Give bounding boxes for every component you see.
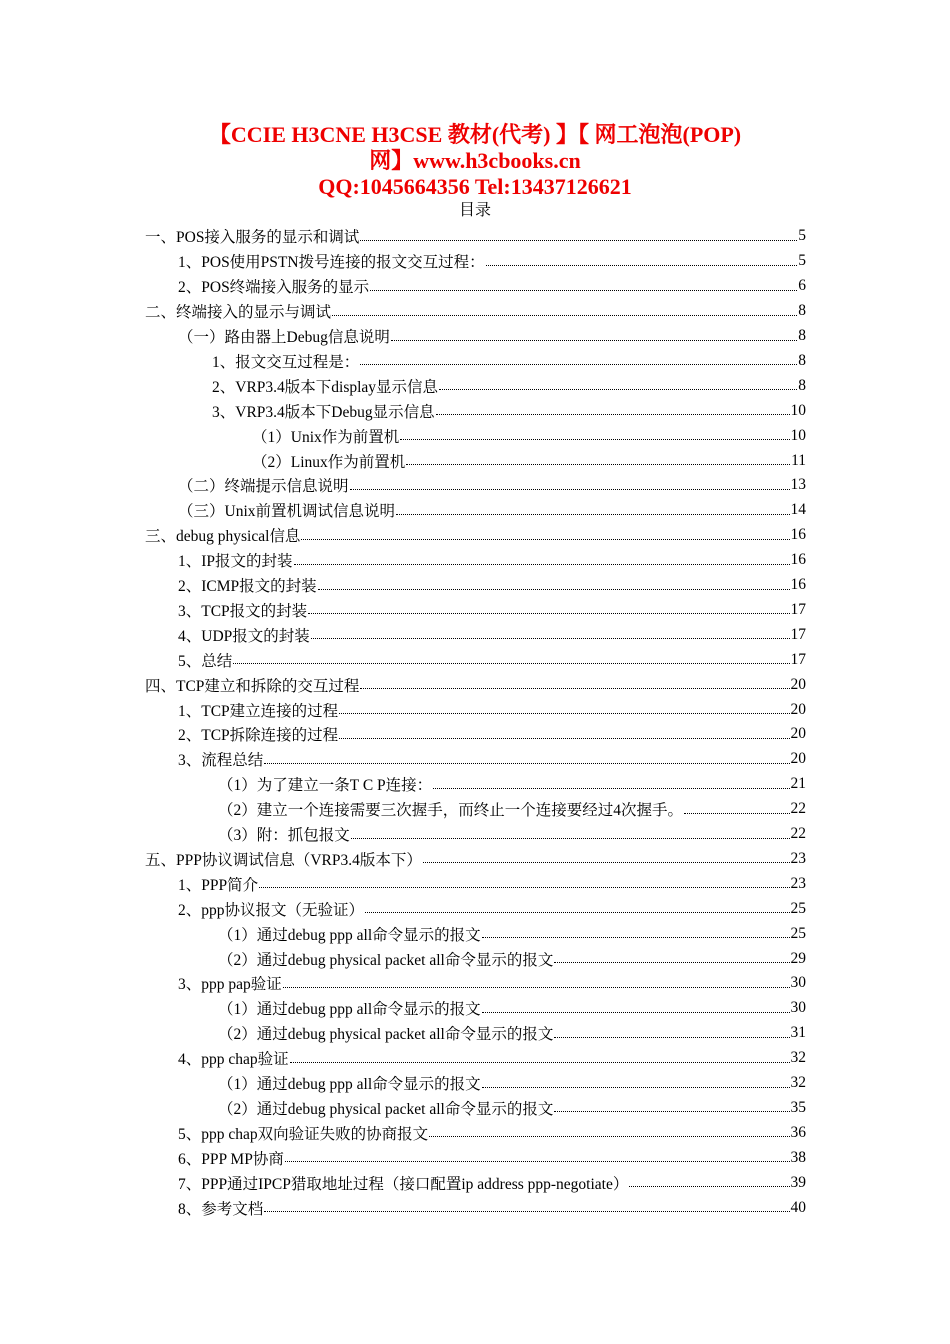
toc-entry-title: 7、PPP通过IPCP猎取地址过程（接口配置ip address ppp-negotiate） bbox=[178, 1175, 629, 1193]
toc-entry-title: 5、总结 bbox=[178, 652, 233, 670]
toc-entry[interactable] bbox=[178, 622, 806, 647]
toc-entry-page-number: 10 bbox=[790, 401, 806, 419]
toc-entry-page-number: 20 bbox=[790, 725, 806, 743]
toc-entry[interactable] bbox=[145, 299, 806, 324]
toc-entry-title: 三、debug physical信息 bbox=[145, 528, 301, 546]
toc-entry-page-number: 17 bbox=[790, 600, 806, 618]
toc-entry-page-number: 8 bbox=[798, 376, 806, 394]
toc-entry-title: 8、参考文档 bbox=[178, 1200, 264, 1218]
toc-entry-title: 四、TCP建立和拆除的交互过程 bbox=[145, 677, 360, 695]
toc-entry[interactable] bbox=[252, 448, 806, 473]
toc-entry-page-number: 11 bbox=[791, 451, 806, 469]
toc-entry-title: （2）建立一个连接需要三次握手，而终止一个连接要经过4次握手。 bbox=[218, 802, 684, 820]
toc-entry[interactable] bbox=[218, 1021, 806, 1046]
toc-entry-title: 3、ppp pap验证 bbox=[178, 976, 282, 994]
toc-entry-title: （1）为了建立一条T C P连接： bbox=[218, 777, 433, 795]
toc-entry[interactable] bbox=[178, 548, 806, 573]
toc-dot-leader bbox=[406, 464, 790, 465]
toc-dot-leader bbox=[350, 489, 790, 490]
toc-entry-page-number: 20 bbox=[790, 675, 806, 693]
header-line-1: 【CCIE H3CNE H3CSE 教材(代考) 】【 网工泡泡(POP) bbox=[208, 122, 742, 147]
toc-entry-page-number: 25 bbox=[790, 924, 806, 942]
toc-entry-title: 2、TCP拆除连接的过程 bbox=[178, 727, 339, 745]
toc-entry[interactable] bbox=[178, 971, 806, 996]
toc-entry-title: 1、IP报文的封装 bbox=[178, 553, 293, 571]
toc-dot-leader bbox=[391, 340, 797, 341]
toc-entry[interactable] bbox=[145, 672, 806, 697]
toc-dot-leader bbox=[436, 414, 790, 415]
toc-entry[interactable] bbox=[212, 349, 806, 374]
toc-entry-title: （1）Unix作为前置机 bbox=[252, 428, 400, 446]
toc-entry[interactable] bbox=[178, 473, 806, 498]
toc-entry-title: （1）通过debug ppp all命令显示的报文 bbox=[218, 1076, 481, 1094]
toc-entry[interactable] bbox=[178, 871, 806, 896]
toc-dot-leader bbox=[264, 763, 789, 764]
toc-entry[interactable] bbox=[178, 896, 806, 921]
toc-entry[interactable] bbox=[218, 946, 806, 971]
toc-entry[interactable] bbox=[178, 722, 806, 747]
toc-entry[interactable] bbox=[218, 772, 806, 797]
toc-entry-title: 2、ICMP报文的封装 bbox=[178, 578, 317, 596]
toc-entry[interactable] bbox=[178, 647, 806, 672]
toc-entry-page-number: 16 bbox=[790, 551, 806, 569]
toc-entry-title: （三）Unix前置机调试信息说明 bbox=[178, 503, 396, 521]
toc-dot-leader bbox=[264, 1211, 789, 1212]
toc-entry-title: 6、PPP MP协商 bbox=[178, 1150, 284, 1168]
toc-dot-leader bbox=[318, 589, 790, 590]
toc-entry[interactable] bbox=[218, 1096, 806, 1121]
toc-entry-title: （1）通过debug ppp all命令显示的报文 bbox=[218, 926, 481, 944]
document-header bbox=[0, 122, 950, 200]
toc-dot-leader bbox=[629, 1186, 789, 1187]
toc-entry-title: 4、UDP报文的封装 bbox=[178, 627, 310, 645]
toc-entry-page-number: 6 bbox=[798, 277, 806, 295]
toc-entry-page-number: 30 bbox=[790, 999, 806, 1017]
toc-entry-page-number: 30 bbox=[790, 974, 806, 992]
toc-entry-title: 1、POS使用PSTN拨号连接的报文交互过程： bbox=[178, 254, 485, 272]
toc-entry[interactable] bbox=[178, 573, 806, 598]
toc-entry-page-number: 13 bbox=[790, 476, 806, 494]
toc-entry-title: 3、TCP报文的封装 bbox=[178, 602, 308, 620]
toc-entry-page-number: 25 bbox=[790, 899, 806, 917]
toc-entry-page-number: 32 bbox=[790, 1049, 806, 1067]
toc-entry[interactable] bbox=[178, 598, 806, 623]
toc-dot-leader bbox=[283, 987, 790, 988]
toc-entry[interactable] bbox=[252, 423, 806, 448]
toc-dot-leader bbox=[482, 1087, 790, 1088]
toc-dot-leader bbox=[294, 564, 790, 565]
toc-entry-title: 4、ppp chap验证 bbox=[178, 1051, 289, 1069]
toc-dot-leader bbox=[339, 713, 789, 714]
toc-entry-page-number: 23 bbox=[790, 849, 806, 867]
toc-entry-page-number: 8 bbox=[798, 327, 806, 345]
toc-entry[interactable] bbox=[145, 847, 806, 872]
toc-dot-leader bbox=[554, 1037, 789, 1038]
toc-entry[interactable] bbox=[178, 274, 806, 299]
toc-dot-leader bbox=[400, 439, 789, 440]
toc-entry[interactable] bbox=[178, 498, 806, 523]
toc-entry-title: 1、报文交互过程是： bbox=[212, 353, 360, 371]
toc-dot-leader bbox=[351, 838, 790, 839]
toc-entry-page-number: 32 bbox=[790, 1074, 806, 1092]
toc-dot-leader bbox=[684, 813, 789, 814]
toc-dot-leader bbox=[311, 638, 790, 639]
toc-entry-page-number: 21 bbox=[790, 775, 806, 793]
toc-entry-page-number: 5 bbox=[798, 252, 806, 270]
toc-entry-page-number: 23 bbox=[790, 874, 806, 892]
toc-dot-leader bbox=[360, 688, 789, 689]
toc-entry-page-number: 22 bbox=[790, 800, 806, 818]
toc-entry-page-number: 29 bbox=[790, 949, 806, 967]
toc-entry[interactable] bbox=[178, 324, 806, 349]
toc-entry[interactable] bbox=[178, 1170, 806, 1195]
toc-dot-leader bbox=[360, 240, 797, 241]
toc-dot-leader bbox=[259, 887, 789, 888]
toc-dot-leader bbox=[429, 1136, 789, 1137]
toc-entry[interactable] bbox=[218, 921, 806, 946]
toc-entry-page-number: 20 bbox=[790, 750, 806, 768]
toc-entry-title: 一、POS接入服务的显示和调试 bbox=[145, 229, 360, 247]
toc-entry-title: 3、VRP3.4版本下Debug显示信息 bbox=[212, 403, 435, 421]
toc-entry[interactable] bbox=[178, 1145, 806, 1170]
toc-entry-page-number: 38 bbox=[790, 1148, 806, 1166]
toc-entry[interactable] bbox=[218, 996, 806, 1021]
toc-entry-page-number: 22 bbox=[790, 825, 806, 843]
toc-dot-leader bbox=[486, 265, 798, 266]
toc-entry-page-number: 39 bbox=[790, 1173, 806, 1191]
toc-entry-title: 1、PPP简介 bbox=[178, 876, 259, 894]
toc-entry[interactable] bbox=[145, 523, 806, 548]
toc-entry[interactable] bbox=[178, 1120, 806, 1145]
toc-entry[interactable] bbox=[178, 697, 806, 722]
toc-entry-page-number: 40 bbox=[790, 1198, 806, 1216]
toc-title: 目录 bbox=[458, 202, 491, 219]
toc-entry[interactable] bbox=[218, 822, 806, 847]
toc-entry-title: 3、流程总结 bbox=[178, 752, 264, 770]
toc-entry-title: 二、终端接入的显示与调试 bbox=[145, 304, 332, 322]
toc-entry-title: 1、TCP建立连接的过程 bbox=[178, 702, 339, 720]
toc-entry-page-number: 17 bbox=[790, 625, 806, 643]
toc-dot-leader bbox=[482, 1012, 790, 1013]
toc-dot-leader bbox=[554, 962, 789, 963]
header-line-3: QQ:1045664356 Tel:13437126621 bbox=[318, 174, 632, 199]
toc-entry-title: （3）附：抓包报文 bbox=[218, 827, 350, 845]
toc-entry-page-number: 10 bbox=[790, 426, 806, 444]
toc-entry-page-number: 14 bbox=[790, 501, 806, 519]
toc-entry-title: 2、POS终端接入服务的显示 bbox=[178, 279, 370, 297]
toc-entry-page-number: 5 bbox=[798, 227, 806, 245]
toc-dot-leader bbox=[396, 514, 789, 515]
toc-entry-page-number: 8 bbox=[798, 351, 806, 369]
toc-dot-leader bbox=[554, 1111, 789, 1112]
toc-dot-leader bbox=[482, 937, 790, 938]
toc-entry[interactable] bbox=[178, 249, 806, 274]
toc-entry-title: （1）通过debug ppp all命令显示的报文 bbox=[218, 1001, 481, 1019]
toc-dot-leader bbox=[233, 663, 789, 664]
toc-entry[interactable] bbox=[218, 797, 806, 822]
toc-entry-page-number: 16 bbox=[790, 576, 806, 594]
toc-entry-title: （2）Linux作为前置机 bbox=[252, 453, 406, 471]
toc-entry-title: （一）路由器上Debug信息说明 bbox=[178, 329, 390, 347]
toc-entry-title: （二）终端提示信息说明 bbox=[178, 478, 349, 496]
toc-entry-page-number: 8 bbox=[798, 302, 806, 320]
toc-dot-leader bbox=[439, 389, 797, 390]
toc-dot-leader bbox=[433, 788, 789, 789]
toc-dot-leader bbox=[332, 315, 797, 316]
toc-dot-leader bbox=[290, 1062, 790, 1063]
toc-dot-leader bbox=[370, 290, 797, 291]
toc-entry[interactable] bbox=[178, 1195, 806, 1220]
toc-entry[interactable] bbox=[212, 398, 806, 423]
toc-entry[interactable] bbox=[178, 747, 806, 772]
toc-entry-title: 五、PPP协议调试信息（VRP3.4版本下） bbox=[145, 851, 422, 869]
toc-dot-leader bbox=[339, 738, 789, 739]
toc-entry-title: （2）通过debug physical packet all命令显示的报文 bbox=[218, 951, 554, 969]
toc-dot-leader bbox=[285, 1161, 790, 1162]
toc-entry-title: 2、ppp协议报文（无验证） bbox=[178, 901, 365, 919]
toc-dot-leader bbox=[301, 539, 789, 540]
toc-entry-title: 5、ppp chap双向验证失败的协商报文 bbox=[178, 1125, 429, 1143]
toc-entry-page-number: 16 bbox=[790, 526, 806, 544]
toc-dot-leader bbox=[360, 364, 797, 365]
toc-entry-title: （2）通过debug physical packet all命令显示的报文 bbox=[218, 1026, 554, 1044]
toc-entry-title: 2、VRP3.4版本下display显示信息 bbox=[212, 378, 439, 396]
toc-entry[interactable] bbox=[145, 224, 806, 249]
toc-entry-page-number: 17 bbox=[790, 650, 806, 668]
toc-entry-page-number: 31 bbox=[790, 1024, 806, 1042]
header-line-2: 网】www.h3cbooks.cn bbox=[369, 148, 581, 173]
toc-entry[interactable] bbox=[212, 373, 806, 398]
toc-dot-leader bbox=[365, 912, 789, 913]
toc-entry-title: （2）通过debug physical packet all命令显示的报文 bbox=[218, 1100, 554, 1118]
toc-entry[interactable] bbox=[218, 1071, 806, 1096]
toc-entry[interactable] bbox=[178, 1046, 806, 1071]
toc-dot-leader bbox=[423, 862, 790, 863]
toc-entry-page-number: 35 bbox=[790, 1098, 806, 1116]
toc-entry-page-number: 36 bbox=[790, 1123, 806, 1141]
toc-dot-leader bbox=[308, 613, 789, 614]
toc-entry-page-number: 20 bbox=[790, 700, 806, 718]
